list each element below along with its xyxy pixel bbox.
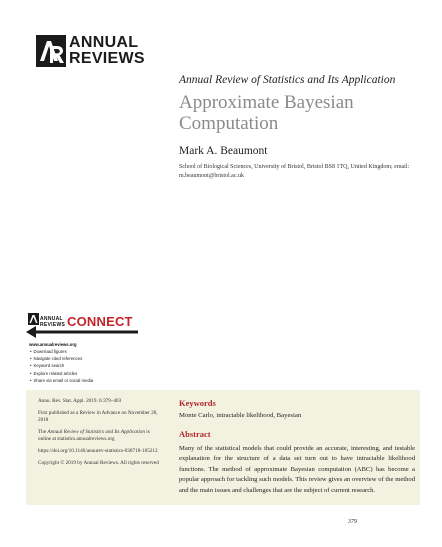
abstract-text: Many of the statistical models that could provide an accurate, interesting, and testable explanation for the structure of a data set turn out to have intractable likelihood functions. The method of approximate Bayesian computation (ABC) has become a popular approach for tackling such models. This review gives an overview of the method and the main issues and challenges that are the subject of current research. (179, 445, 415, 494)
author-affiliation: School of Biological Sciences, University of Bristol, Bristol BS8 1TQ, United Kingdom; email: m.beaumont@bristol.ac.uk (179, 164, 410, 179)
connect-feature-list (30, 348, 93, 384)
online-availability-text (38, 429, 162, 443)
journal-name: Annual Review of Statistics and Its Application (179, 74, 396, 86)
keywords-heading: Keywords (179, 398, 216, 408)
online-prefix: The (38, 429, 48, 435)
annual-reviews-logo-mark (36, 35, 66, 67)
article-info-panel (26, 390, 420, 505)
annual-reviews-connect-box[interactable] (26, 313, 138, 388)
connect-feature-item[interactable]: • Download figures (30, 348, 93, 355)
abstract-heading: Abstract (179, 429, 211, 439)
annual-reviews-logo (36, 35, 156, 69)
connect-url-link[interactable]: www.annualreviews.org (29, 342, 77, 347)
citation-text: Annu. Rev. Stat. Appl. 2019. 6:379–403 (38, 398, 122, 404)
logo-line-annual: ANNUAL (69, 34, 139, 51)
connect-feature-item[interactable]: • Explore related articles (30, 370, 93, 377)
author-name: Mark A. Beaumont (179, 145, 268, 157)
connect-annual: ANNUAL (40, 316, 63, 322)
keywords-text: Monte Carlo, intractable likelihood, Bayesian (179, 412, 302, 419)
connect-annual-reviews-text (40, 317, 65, 328)
logo-line-reviews: REVIEWS (69, 50, 145, 67)
connect-title: CONNECT (67, 314, 133, 329)
copyright-text: Copyright © 2019 by Annual Reviews. All rights reserved (38, 460, 159, 466)
connect-feature-item[interactable]: • Share via email or social media (30, 377, 93, 384)
connect-feature-item[interactable]: • Keyword search (30, 362, 93, 369)
first-published-text: First published as a Review in Advance on November 28, 2018 (38, 410, 158, 423)
online-suffix: is online at statistics.annualreviews.org (38, 429, 150, 442)
online-journal-name: Annual Review of Statistics and Its Application (47, 429, 145, 435)
page-number: 379 (348, 519, 357, 525)
connect-reviews: REVIEWS (40, 321, 66, 328)
article-title: Approximate Bayesian Computation (179, 92, 354, 134)
publication-sidebar (38, 398, 162, 472)
connect-feature-item[interactable]: • Navigate cited references (30, 355, 93, 362)
logo-wordmark (69, 35, 145, 67)
doi-link[interactable]: https://doi.org/10.1146/annurev-statistics-030718-105212 (38, 448, 158, 454)
